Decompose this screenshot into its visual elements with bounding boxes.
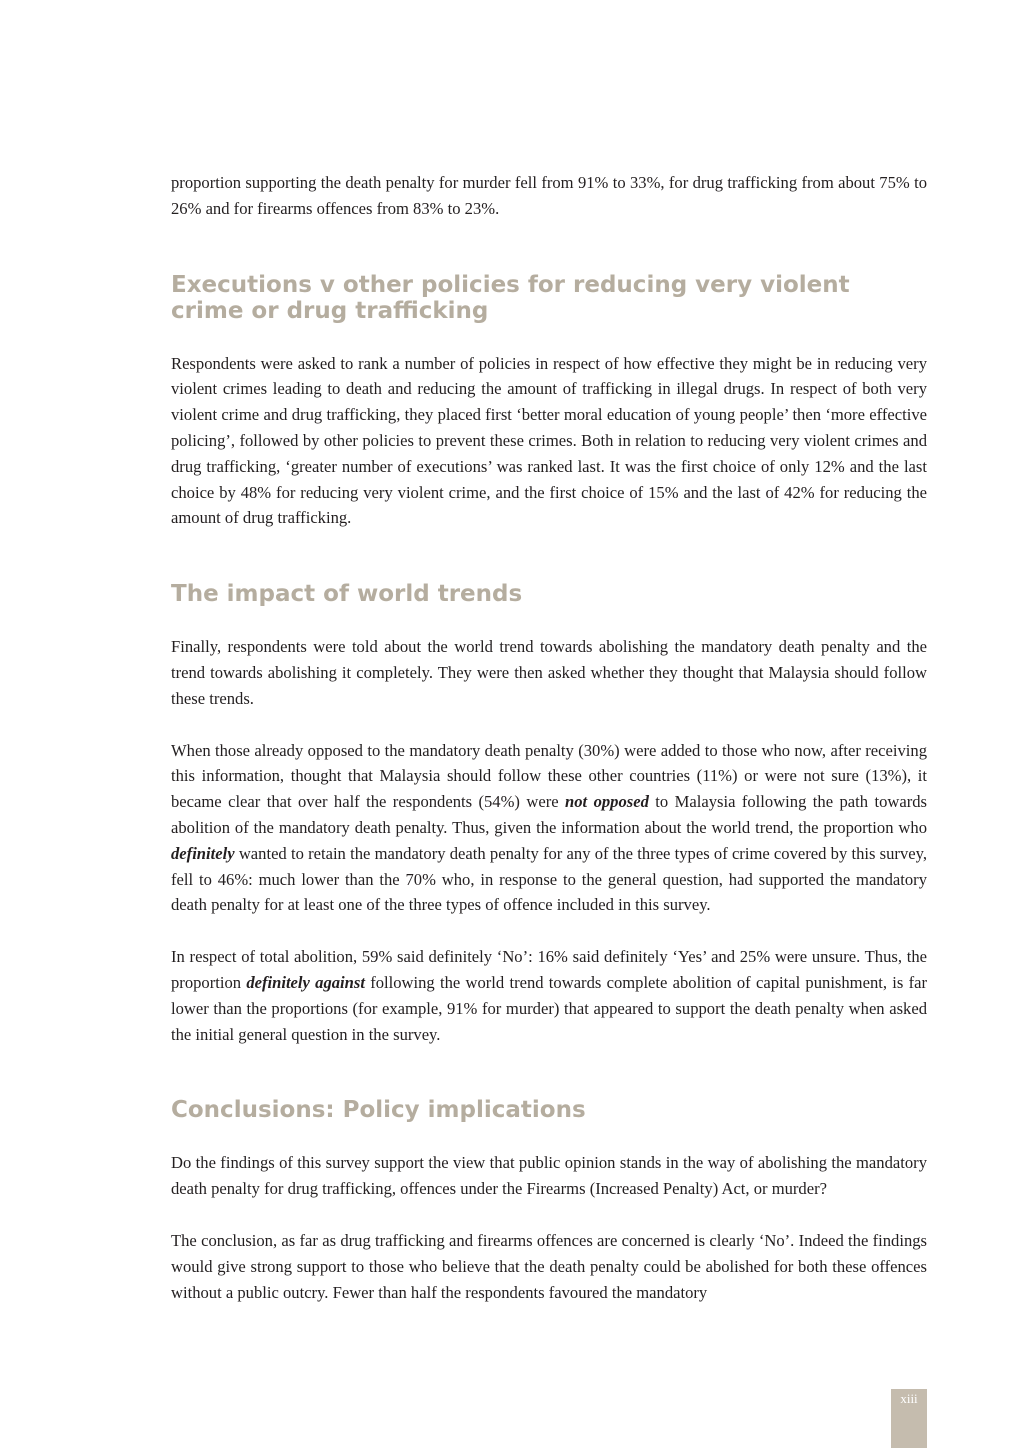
intro-paragraph: proportion supporting the death penalty for murder fell from 91% to 33%, for drug trafficking from about 75% to 26% and for firearms offences from 83% to 23%.	[171, 173, 927, 218]
world-trends-paragraph-1: Finally, respondents were told about the world trend towards abolishing the mandatory death penalty and the trend towards abolishing it completely. They were then asked whether they thought that Malaysia should follow these trends.	[171, 637, 927, 708]
emphasis-definitely: definitely	[171, 843, 235, 863]
conclusions-paragraph-1: Do the findings of this survey support the view that public opinion stands in the way of abolishing the mandatory death penalty for drug trafficking, offences under the Firearms (Increased Penalty) Act, or murder?	[171, 1153, 927, 1199]
world-trends-paragraph-2: When those already opposed to the mandatory death penalty (30%) were added to those who now, after receiving this information, thought that Malaysia should follow these other countries (11%) or were not sure (13%), it became clear that over half the respondents (54%) were not opposed to Malaysia following the path towards abolition of the mandatory death penalty. Thus, given the information about the world trend, the proportion who definitely wanted to retain the mandatory death penalty for any of the three types of crime covered by this survey, fell to 46%: much lower than the 70% who, in response to the general question, had supported the mandatory death penalty for at least one of the three types of offence included in this survey.	[171, 740, 928, 915]
emphasis-definitely-against: definitely against	[246, 972, 365, 992]
heading-executions: Executions v other policies for reducing very violent crime or drug trafficking	[171, 271, 850, 324]
heading-world-trends: The impact of world trends	[171, 581, 523, 608]
heading-conclusions: Conclusions: Policy implications	[171, 1097, 586, 1124]
world-trends-paragraph-3: In respect of total abolition, 59% said definitely ‘No’: 16% said definitely ‘Yes’ and 25% were unsure. Thus, the proportion definitely against following the world trend towards complete abolition of capital punishment, is far lower than the proportions (for example, 91% for murder) that appeared to support the death penalty when asked the initial general question in the survey.	[171, 947, 927, 1044]
page-number-tab	[891, 1389, 927, 1448]
conclusions-paragraph-2: The conclusion, as far as drug trafficking and firearms offences are concerned is clearly ‘No’. Indeed the findings would give strong support to those who believe that the death penalty could be abolished for both these offences without a public outcry. Fewer than half the respondents favoured the mandatory	[171, 1230, 927, 1302]
executions-paragraph: Respondents were asked to rank a number of policies in respect of how effective they might be in reducing very violent crimes leading to death and reducing the amount of trafficking in illegal drugs. In respect of both very violent crime and drug trafficking, they placed first ‘better moral education of young people’ then ‘more effective policing’, followed by other policies to prevent these crimes. Both in relation to reducing very violent crimes and drug trafficking, ‘greater number of executions’ was ranked last. It was the first choice of only 12% and the last choice by 48% for reducing very violent crime, and the first choice of 15% and the last of 42% for reducing the amount of drug trafficking.	[171, 353, 927, 528]
page-number: xiii	[900, 1391, 918, 1406]
emphasis-not-opposed: not opposed	[565, 792, 649, 812]
page-body	[171, 170, 927, 1305]
